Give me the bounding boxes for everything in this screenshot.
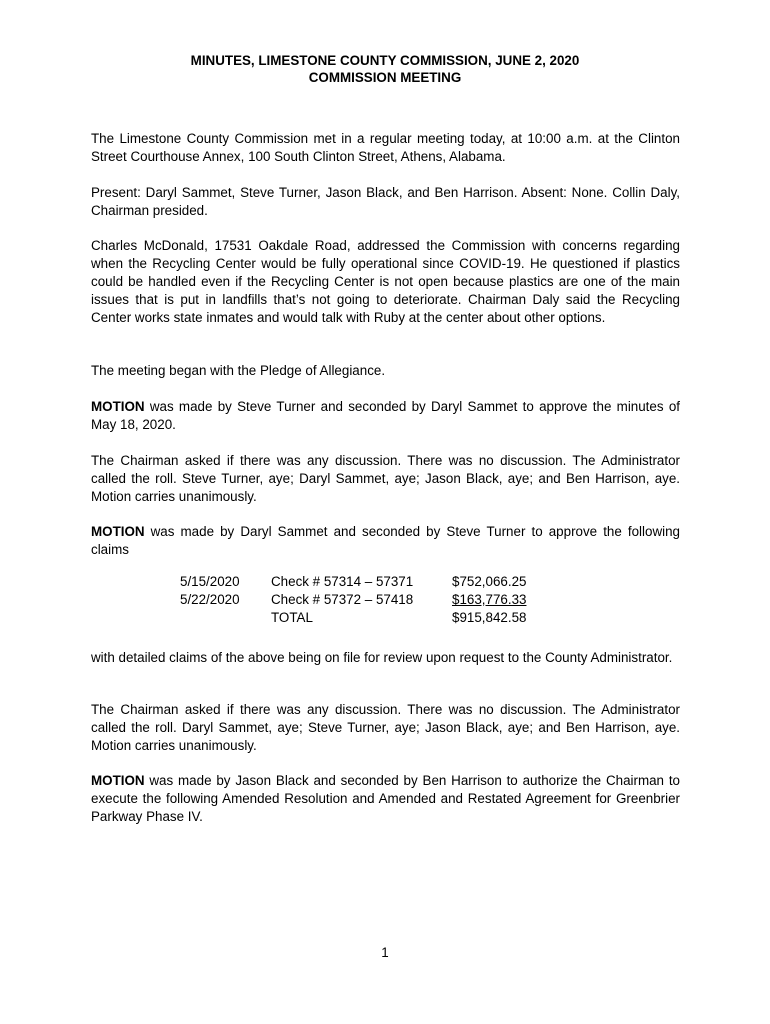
paragraph-roll-call-1: The Chairman asked if there was any discussion. There was no discussion. The Administrator called the roll. Steve Turner, aye; Daryl Sammet, aye; Jason Black, aye; and Ben Harrison, aye. Motion carries unanimously. — [91, 453, 680, 504]
claims-row — [180, 573, 560, 591]
document-title: MINUTES, LIMESTONE COUNTY COMMISSION, JUNE 2, 2020 — [190, 53, 580, 68]
motion-text: was made by Steve Turner and seconded by Daryl Sammet to approve the minutes of May 18, 2020. — [91, 399, 680, 432]
claim-check-range: Check # 57372 – 57418 — [271, 592, 414, 607]
motion-text: was made by Jason Black and seconded by Ben Harrison to authorize the Chairman to execute the following Amended Resolution and Amended and Restated Agreement for Greenbrier Parkway Phase IV. — [91, 773, 680, 824]
claims-total-row — [180, 609, 560, 627]
paragraph-motion-minutes — [91, 398, 680, 434]
claim-total-amount: $915,842.58 — [452, 610, 527, 625]
paragraph-pledge: The meeting began with the Pledge of Allegiance. — [91, 363, 386, 378]
paragraph-claims-on-file: with detailed claims of the above being on file for review upon request to the County Administrator. — [91, 650, 673, 665]
claim-date: 5/22/2020 — [180, 592, 240, 607]
claims-row — [180, 591, 560, 609]
paragraph-attendance: Present: Daryl Sammet, Steve Turner, Jason Black, and Ben Harrison. Absent: None. Collin Daly, Chairman presided. — [91, 185, 680, 218]
claim-amount: $163,776.33 — [452, 592, 527, 607]
claim-amount: $752,066.25 — [452, 574, 527, 589]
paragraph-meeting-intro: The Limestone County Commission met in a regular meeting today, at 10:00 a.m. at the Clinton Street Courthouse Annex, 100 South Clinton Street, Athens, Alabama. — [91, 131, 680, 164]
claim-check-range: Check # 57314 – 57371 — [271, 574, 414, 589]
paragraph-public-comment: Charles McDonald, 17531 Oakdale Road, addressed the Commission with concerns regarding when the Recycling Center would be fully operational since COVID-19. He questioned if plastics could be handled even if the Recycling Center is not open because plastics are one of the main issues that is put in landfills that’s not going to deteriorate. Chairman Daly said the Recycling Center works state inmates and would talk with Ruby at the center about other options. — [91, 238, 680, 325]
claims-table — [180, 573, 560, 627]
paragraph-roll-call-2: The Chairman asked if there was any discussion. There was no discussion. The Administrator called the roll. Daryl Sammet, aye; Steve Turner, aye; Jason Black, aye; and Ben Harrison, aye. Motion carries unanimously. — [91, 702, 680, 753]
paragraph-motion-claims — [91, 523, 680, 559]
document-subtitle: COMMISSION MEETING — [308, 70, 462, 85]
paragraph-motion-greenbrier — [91, 772, 680, 826]
page-number: 1 — [381, 945, 389, 960]
claim-total-label: TOTAL — [271, 610, 313, 625]
motion-label: MOTION — [91, 524, 145, 539]
motion-text: was made by Daryl Sammet and seconded by Steve Turner to approve the following claims — [91, 524, 680, 557]
motion-label: MOTION — [91, 399, 145, 414]
motion-label: MOTION — [91, 773, 145, 788]
claim-date: 5/15/2020 — [180, 574, 240, 589]
